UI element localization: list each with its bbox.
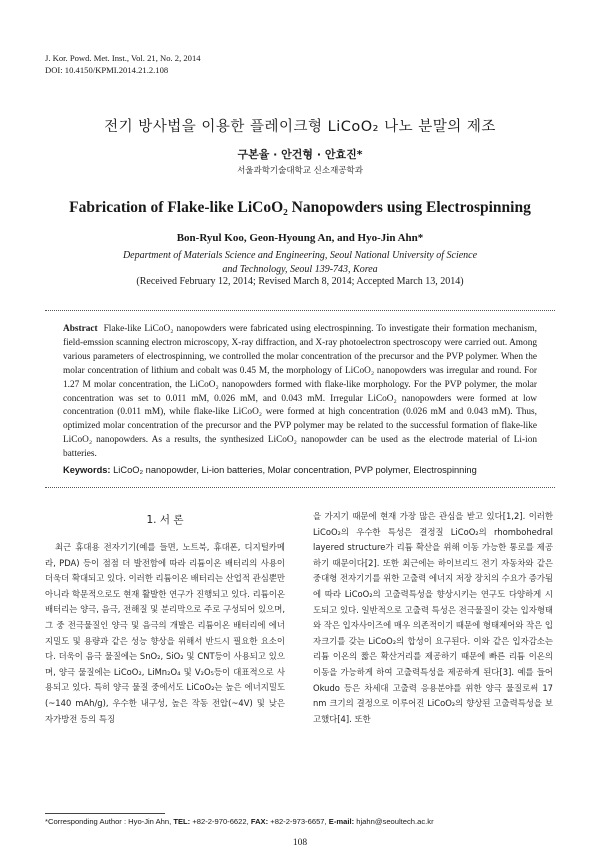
affiliation-english-line2: and Technology, Seoul 139-743, Korea xyxy=(222,264,378,275)
abstract-label: Abstract xyxy=(63,324,98,334)
keywords-text: LiCoO₂ nanopowder, Li-ion batteries, Molar concentration, PVP polymer, Electrospinning xyxy=(113,465,477,475)
paragraph: 최근 휴대용 전자기기(예를 들면, 노트북, 휴대폰, 디지털카메라, PDA) 등이 점점 더 발전함에 따라 리튬이온 배터리의 사용이 더욱더 확대되고 있다. 이러한 리튬이온 배터리는 산업적 관심뿐만 아니라 학문적으로도 현재 활발한 연구가 진행되고 있다. 리튬이온 배터리는 양극, 음극, 전해질 및 분리막으로 주로 구성되어 있으며, 그 중 전극물질인 양극 및 음극의 개발은 리튬이온 배터리에 에너지밀도 및 용량과 같은 성능 향상을 위해서 반드시 필요한 요소이다. 더욱이 음극 물질에는 SnO₂, SiO₂ 및 CNT등이 사용되고 있으며, 양극 물질에는 LiCoO₂, LiMn₂O₄ 및 V₂O₅등이 대표적으로 사용되고 있다. 특히 양극 물질 중에서도 LiCoO₂는 높은 에너지밀도(~140 mAh/g), 우수한 내구성, 높은 작동 전압(~4V) 및 낮은 자가방전 등의 특징 xyxy=(45,542,285,724)
keywords xyxy=(63,465,537,475)
journal-doi: DOI: 10.4150/KPMI.2014.21.2.108 xyxy=(45,65,169,75)
affiliation-korean: 서울과학기술대학교 신소재공학과 xyxy=(237,166,363,176)
body-right-column xyxy=(313,509,553,727)
fax-label: FAX: xyxy=(250,817,269,826)
journal-header xyxy=(45,52,201,76)
authors-english: Bon-Ryul Koo, Geon-Hyoung An, and Hyo-Jin Ahn* xyxy=(176,232,424,244)
abstract xyxy=(63,323,537,462)
email-label: E-mail: xyxy=(328,817,355,826)
authors-korean: 구본율 · 안건형 · 안효진* xyxy=(237,148,363,161)
journal-citation: J. Kor. Powd. Met. Inst., Vol. 21, No. 2, 2014 xyxy=(45,53,201,63)
footnote-author: *Corresponding Author : Hyo-Jin Ahn, xyxy=(45,817,172,826)
body-left-column xyxy=(45,540,285,727)
footnote xyxy=(45,817,434,826)
title-korean: 전기 방사법을 이용한 플레이크형 LiCoO₂ 나노 분말의 제조 xyxy=(104,119,496,135)
page-number: 108 xyxy=(292,838,308,848)
affiliation-english-line1: Department of Materials Science and Engineering, Seoul National University of Science xyxy=(122,250,478,261)
keywords-label: Keywords: xyxy=(63,465,111,475)
tel-value: +82-2-970-6622, xyxy=(192,817,249,826)
section-heading: 1. 서 론 xyxy=(146,514,184,526)
abstract-text: Flake-like LiCoO₂ nanopowders were fabricated using electrospinning. To investigate their formation mechanism, field-emssion scanning electron microscopy, X-ray diffraction, and X-ray photoelectron spectroscopy were carried out. Among various parameters of electrospinning, we controlled the molar concentration of the precursor and the PVP polymer. When the molar concentration of lithium and cobalt was 0.45 M, the morphology of LiCoO₂ nanopowders was irregular and round. For 1.27 M molar concentration, the LiCoO₂ nanopowders formed with flake-like morphology. For the PVP polymer, the molar concentration was set to 0.011 mM, 0.026 mM, and 0.043 mM. Irregular LiCoO₂ nanopowders were formed at low concentration (0.011 mM), while flake-like LiCoO₂ were formed at high concentration (0.026 mM and 0.043 mM). Thus, optimized molar concentration of the precursor and the PVP polymer may be related to the successful formation of flake-like LiCoO₂ nanopowders. As a results, the synthesized LiCoO₂ nanopowder can be used as the electrode material of Li-ion batteries. xyxy=(63,324,537,460)
received-dates: (Received February 12, 2014; Revised March 8, 2014; Accepted March 13, 2014) xyxy=(136,276,464,287)
divider-top xyxy=(45,310,555,311)
affiliation-english xyxy=(0,249,600,277)
tel-label: TEL: xyxy=(173,817,191,826)
paragraph: 을 가지기 때문에 현재 가장 많은 관심을 받고 있다[1,2]. 이러한 LiCoO₂의 우수한 특성은 결정질 LiCoO₂의 rhombohedral layered structure가 리튬 확산을 위해 이동 가능한 통로를 제공하기 때문이다[2]. 또한 최근에는 하이브리드 전기 자동차와 같은 중대형 전자기기를 위한 고출력 에너지 저장 장치의 수요가 증가됨에 따라 LiCoO₂의 고출력특성을 향상시키는 연구도 다양하게 시도되고 있다. 일반적으로 고출력 특성은 전극물질이 갖는 입자형태와 작은 입자사이즈에 매우 의존적이기 때문에 형태제어와 작은 입자크기를 갖는 LiCoO₂의 합성이 요구된다. 이와 같은 입자감소는 리튬 이온의 짧은 확산거리를 제공하기 때문에 빠른 리튬 이온의 이동을 가능하게 하여 고출력특성을 제공하게 된다[3]. 예를 들어 Okudo 등은 차세대 고출력 응용분야를 위한 양극 물질로써 17 nm 크기의 결정으로 이루어진 LiCoO₂의 향상된 고출력특성을 보고했다[4]. 또한 xyxy=(313,511,553,724)
title-english: Fabrication of Flake-like LiCoO₂ Nanopowders using Electrospinning xyxy=(69,199,531,216)
divider-bottom xyxy=(45,487,555,488)
email-value: hjahn@seoultech.ac.kr xyxy=(356,817,434,826)
fax-value: +82-2-973-6657, xyxy=(270,817,327,826)
footnote-rule xyxy=(45,813,165,814)
